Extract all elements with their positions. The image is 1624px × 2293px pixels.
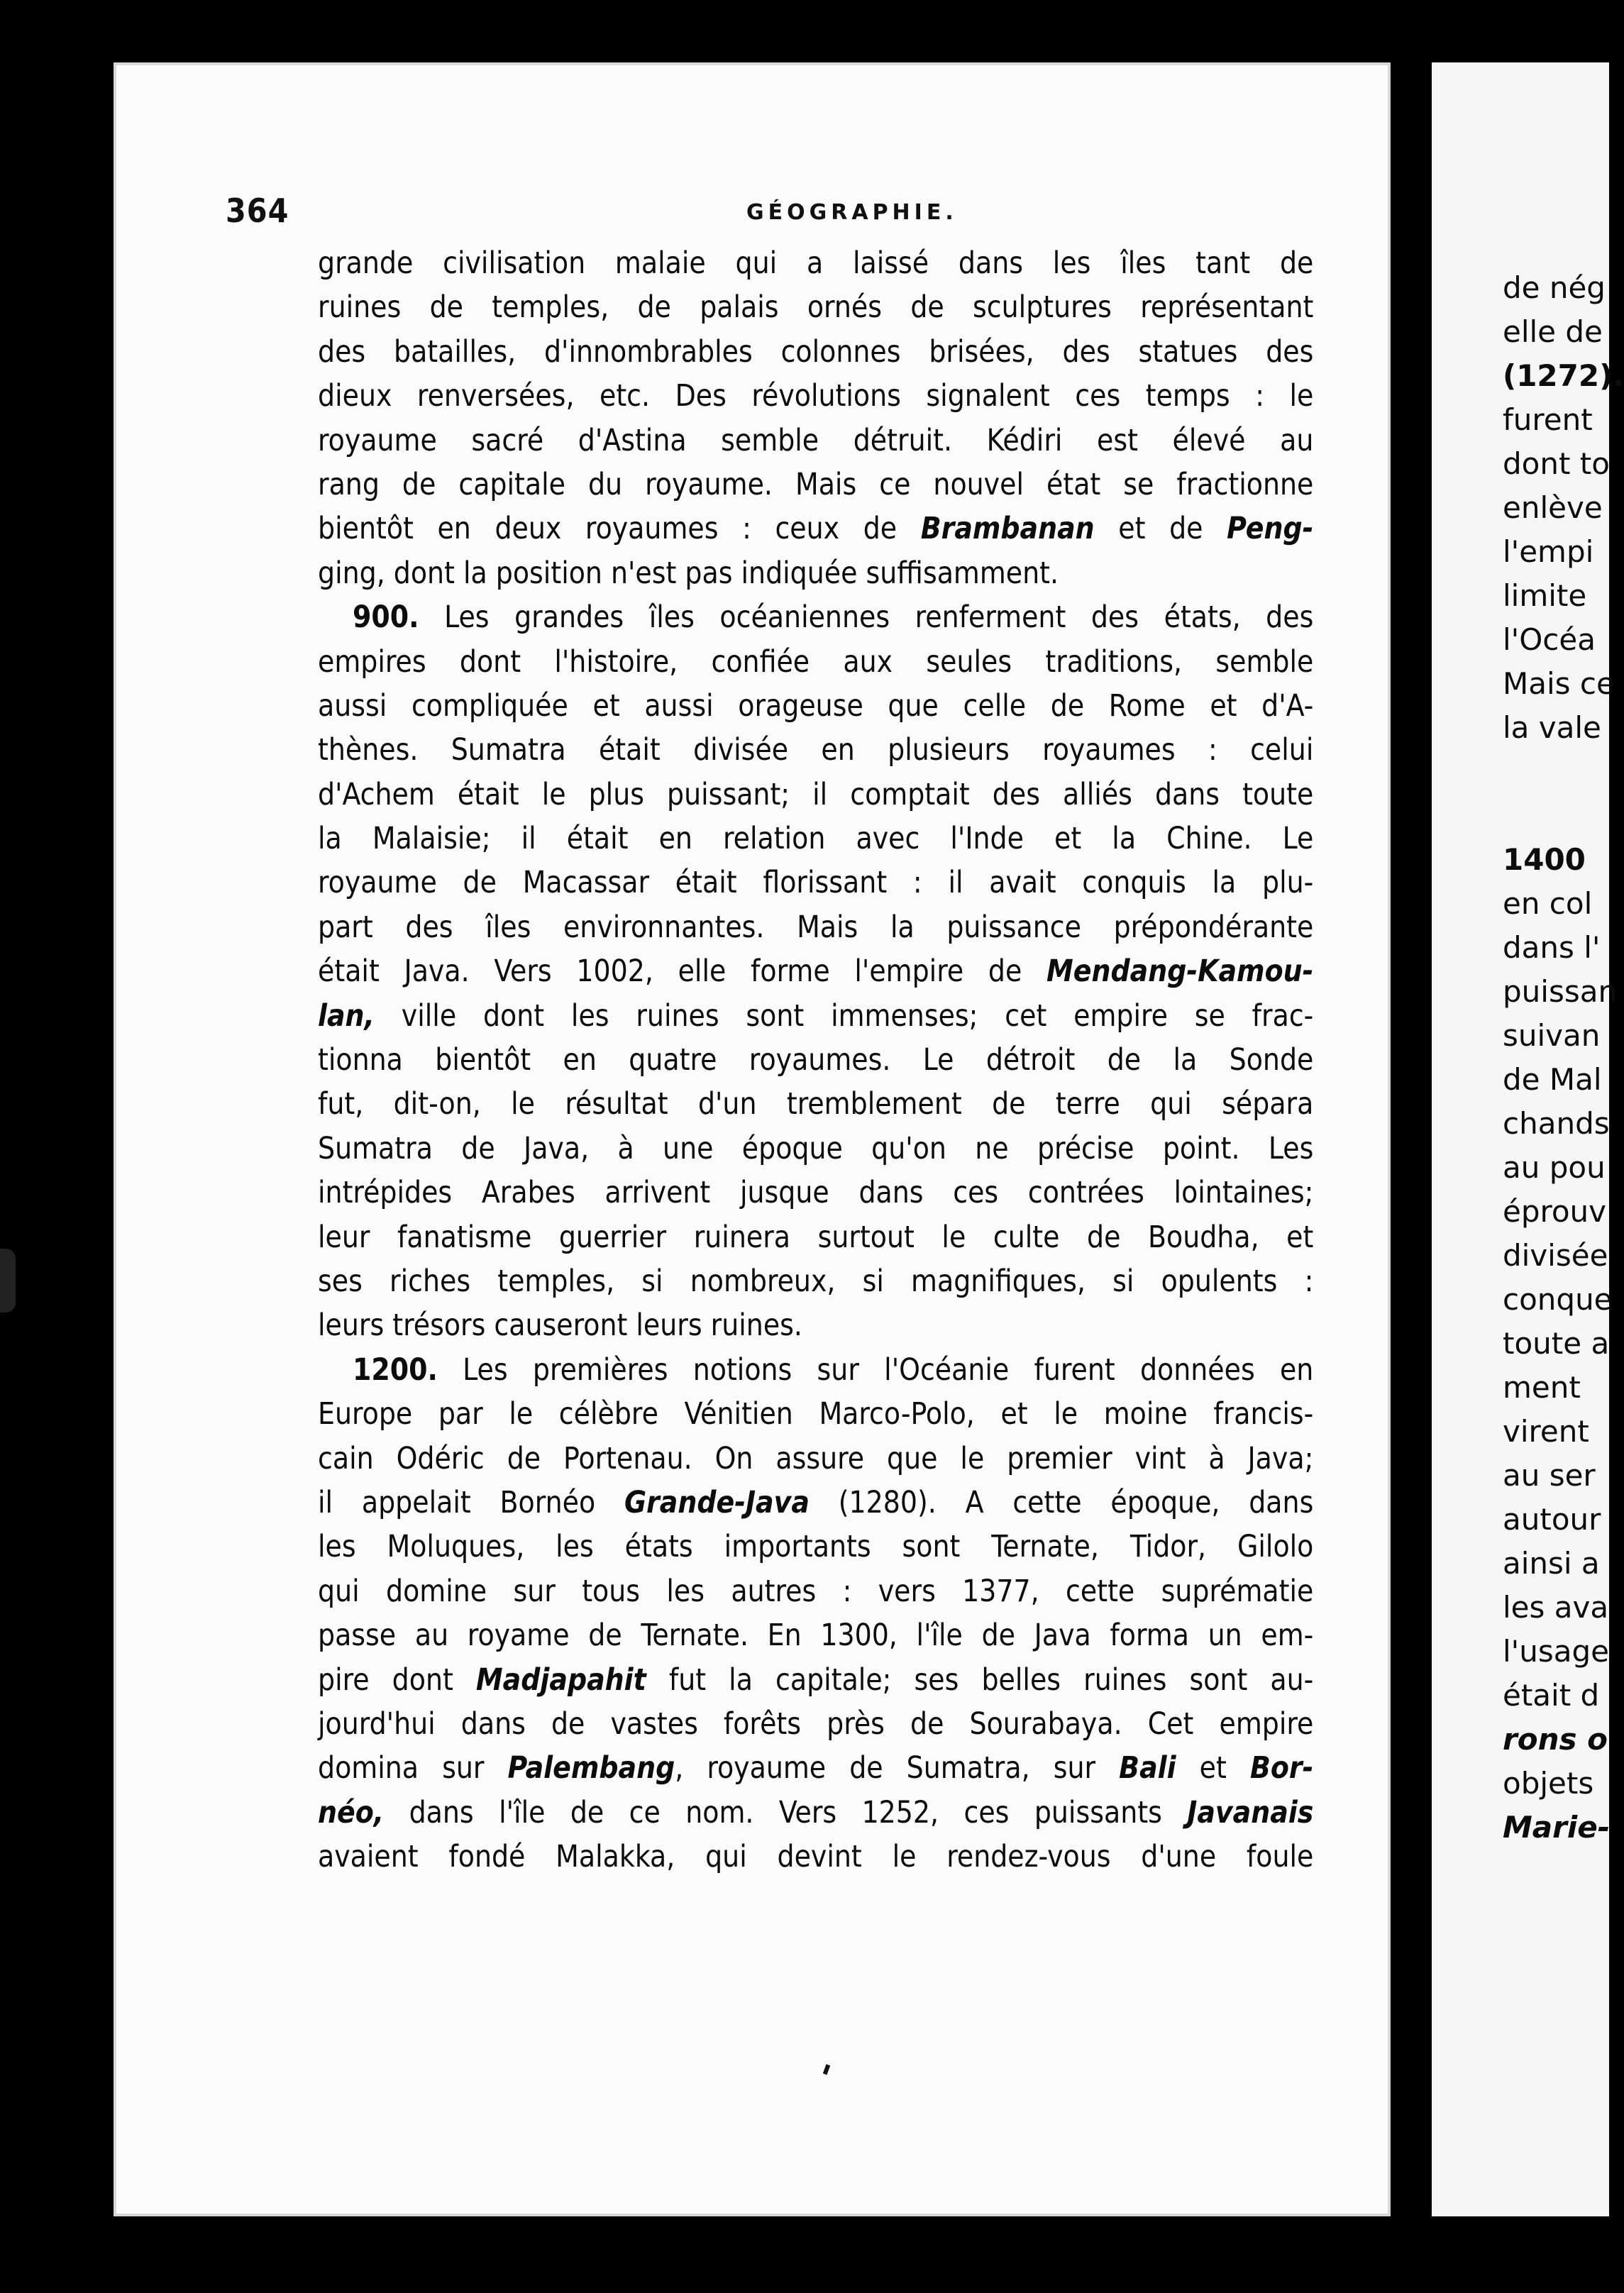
place-name: Brambanan xyxy=(920,511,1095,547)
place-name: lan, xyxy=(318,998,375,1034)
place-name: néo, xyxy=(318,1794,385,1830)
facing-line: objets xyxy=(1503,1766,1594,1801)
text-line: intrépides Arabes arrivent jusque dans ces contrées lointaines; xyxy=(318,1175,1314,1211)
text-line: néo, dans l'île de ce nom. Vers 1252, ces puissants Javanais xyxy=(318,1794,1314,1830)
facing-page-text xyxy=(1503,266,1624,1850)
facing-line: était d xyxy=(1503,1678,1600,1713)
facing-line: virent xyxy=(1503,1414,1589,1449)
text-line: bientôt en deux royaumes : ceux de Brambanan et de Peng- xyxy=(318,511,1314,547)
facing-line: l'empi xyxy=(1503,534,1594,569)
facing-line: les ava xyxy=(1503,1590,1609,1625)
text-line: jourd'hui dans de vastes forêts près de Sourabaya. Cet empire xyxy=(318,1706,1314,1742)
facing-line: autour xyxy=(1503,1502,1601,1537)
text-line: ses riches temples, si nombreux, si magnifiques, si opulents : xyxy=(318,1263,1314,1299)
facing-line: la vale xyxy=(1503,710,1601,745)
facing-line: en col xyxy=(1503,886,1593,921)
facing-line: limite xyxy=(1503,578,1587,613)
text-line: domina sur Palembang, royaume de Sumatra, sur Bali et Bor- xyxy=(318,1750,1314,1786)
text-line: 900. Les grandes îles océaniennes renferment des états, des xyxy=(353,600,1314,636)
place-name: Peng- xyxy=(1227,511,1314,547)
text-line: qui domine sur tous les autres : vers 1377, cette suprématie xyxy=(318,1573,1314,1609)
text-line: lan, ville dont les ruines sont immenses; cet empire se frac- xyxy=(318,998,1314,1034)
place-name: Mendang-Kamou- xyxy=(1046,954,1314,990)
place-name: Bali xyxy=(1119,1750,1176,1786)
text-line: tionna bientôt en quatre royaumes. Le détroit de la Sonde xyxy=(318,1042,1314,1078)
facing-gap xyxy=(1503,750,1609,838)
text-line: dieux renversées, etc. Des révolutions signalent ces temps : le xyxy=(318,378,1314,414)
text-line: les Moluques, les états importants sont Ternate, Tidor, Gilolo xyxy=(318,1529,1314,1565)
text-line: cain Odéric de Portenau. On assure que le premier vint à Java; xyxy=(318,1440,1314,1476)
place-name: Grande-Java xyxy=(624,1484,810,1520)
facing-line: Mais ce xyxy=(1503,666,1615,701)
text-line: part des îles environnantes. Mais la puissance prépondérante xyxy=(318,909,1314,945)
facing-line: l'Océa xyxy=(1503,622,1596,657)
facing-line: conque xyxy=(1503,1282,1613,1317)
binding-mark xyxy=(0,1249,16,1313)
section-number: 900. xyxy=(353,600,419,636)
text-line: leurs trésors causeront leurs ruines. xyxy=(318,1308,802,1344)
text-line: fut, dit-on, le résultat d'un tremblement de terre qui sépara xyxy=(318,1086,1314,1122)
text-line: aussi compliquée et aussi orageuse que celle de Rome et d'A- xyxy=(318,687,1314,724)
text-line: ging, dont la position n'est pas indiquée suffisamment. xyxy=(318,555,1059,591)
facing-line: puissan xyxy=(1503,974,1618,1009)
facing-line: 1400 xyxy=(1503,842,1586,877)
text-line: thènes. Sumatra était divisée en plusieurs royaumes : celui xyxy=(318,732,1314,768)
text-line: ruines de temples, de palais ornés de sculptures représentant xyxy=(318,289,1314,326)
text-line: royaume de Macassar était florissant : il avait conquis la plu- xyxy=(318,865,1314,901)
facing-line: divisée xyxy=(1503,1238,1608,1273)
text-line: il appelait Bornéo Grande-Java (1280). A cette époque, dans xyxy=(318,1484,1314,1520)
text-line: d'Achem était le plus puissant; il comptait des alliés dans toute xyxy=(318,776,1314,812)
text-line: avaient fondé Malakka, qui devint le rendez-vous d'une foule xyxy=(318,1839,1314,1875)
facing-line: toute a xyxy=(1503,1326,1610,1361)
facing-line: rons o xyxy=(1503,1722,1608,1757)
text-line: la Malaisie; il était en relation avec l'Inde et la Chine. Le xyxy=(318,821,1314,857)
text-line: pire dont Madjapahit fut la capitale; ses belles ruines sont au- xyxy=(318,1662,1314,1698)
place-name: Palembang xyxy=(507,1750,675,1786)
facing-line: suivan xyxy=(1503,1018,1601,1053)
facing-line: dans l' xyxy=(1503,930,1601,965)
facing-line: ainsi a xyxy=(1503,1546,1600,1581)
text-line: Europe par le célèbre Vénitien Marco-Polo, et le moine francis- xyxy=(318,1396,1314,1432)
facing-line: de nég xyxy=(1503,270,1606,305)
page-header xyxy=(226,192,1318,241)
text-line: rang de capitale du royaume. Mais ce nouvel état se fractionne xyxy=(318,466,1314,502)
text-line: royaume sacré d'Astina semble détruit. Kédiri est élevé au xyxy=(318,422,1314,458)
place-name: Javanais xyxy=(1187,1794,1314,1830)
text-line: était Java. Vers 1002, elle forme l'empire de Mendang-Kamou- xyxy=(318,954,1314,990)
text-line: leur fanatisme guerrier ruinera surtout le culte de Boudha, et xyxy=(318,1219,1314,1255)
text-line: 1200. Les premières notions sur l'Océanie furent données en xyxy=(353,1352,1314,1388)
running-title: GÉOGRAPHIE. xyxy=(746,200,958,225)
text-line: des batailles, d'innombrables colonnes brisées, des statues des xyxy=(318,333,1314,370)
facing-line: enlève xyxy=(1503,490,1603,525)
text-line: grande civilisation malaie qui a laissé dans les îles tant de xyxy=(318,245,1314,281)
facing-line: furent xyxy=(1503,402,1593,437)
main-text-block xyxy=(318,241,1313,1879)
facing-line: au pou xyxy=(1503,1150,1606,1185)
section-number: 1200. xyxy=(353,1352,438,1388)
text-line: Sumatra de Java, à une époque qu'on ne précise point. Les xyxy=(318,1130,1314,1166)
facing-line: l'usage xyxy=(1503,1634,1609,1669)
facing-line: chands xyxy=(1503,1106,1610,1141)
text-line: empires dont l'histoire, confiée aux seules traditions, semble xyxy=(318,643,1314,680)
facing-line: au ser xyxy=(1503,1458,1596,1493)
text-line: passe au royame de Ternate. En 1300, l'île de Java forma un em- xyxy=(318,1618,1314,1654)
place-name: Bor- xyxy=(1249,1750,1314,1786)
place-name: Madjapahit xyxy=(475,1662,646,1698)
facing-line: elle de xyxy=(1503,314,1603,349)
facing-line: de Mal xyxy=(1503,1062,1602,1097)
facing-line: Marie- xyxy=(1503,1810,1611,1845)
page-number: 364 xyxy=(226,192,289,230)
facing-line: ment xyxy=(1503,1370,1581,1405)
facing-line: éprouv xyxy=(1503,1194,1607,1229)
facing-line: (1272). xyxy=(1503,358,1624,393)
facing-line: dont to xyxy=(1503,446,1610,481)
